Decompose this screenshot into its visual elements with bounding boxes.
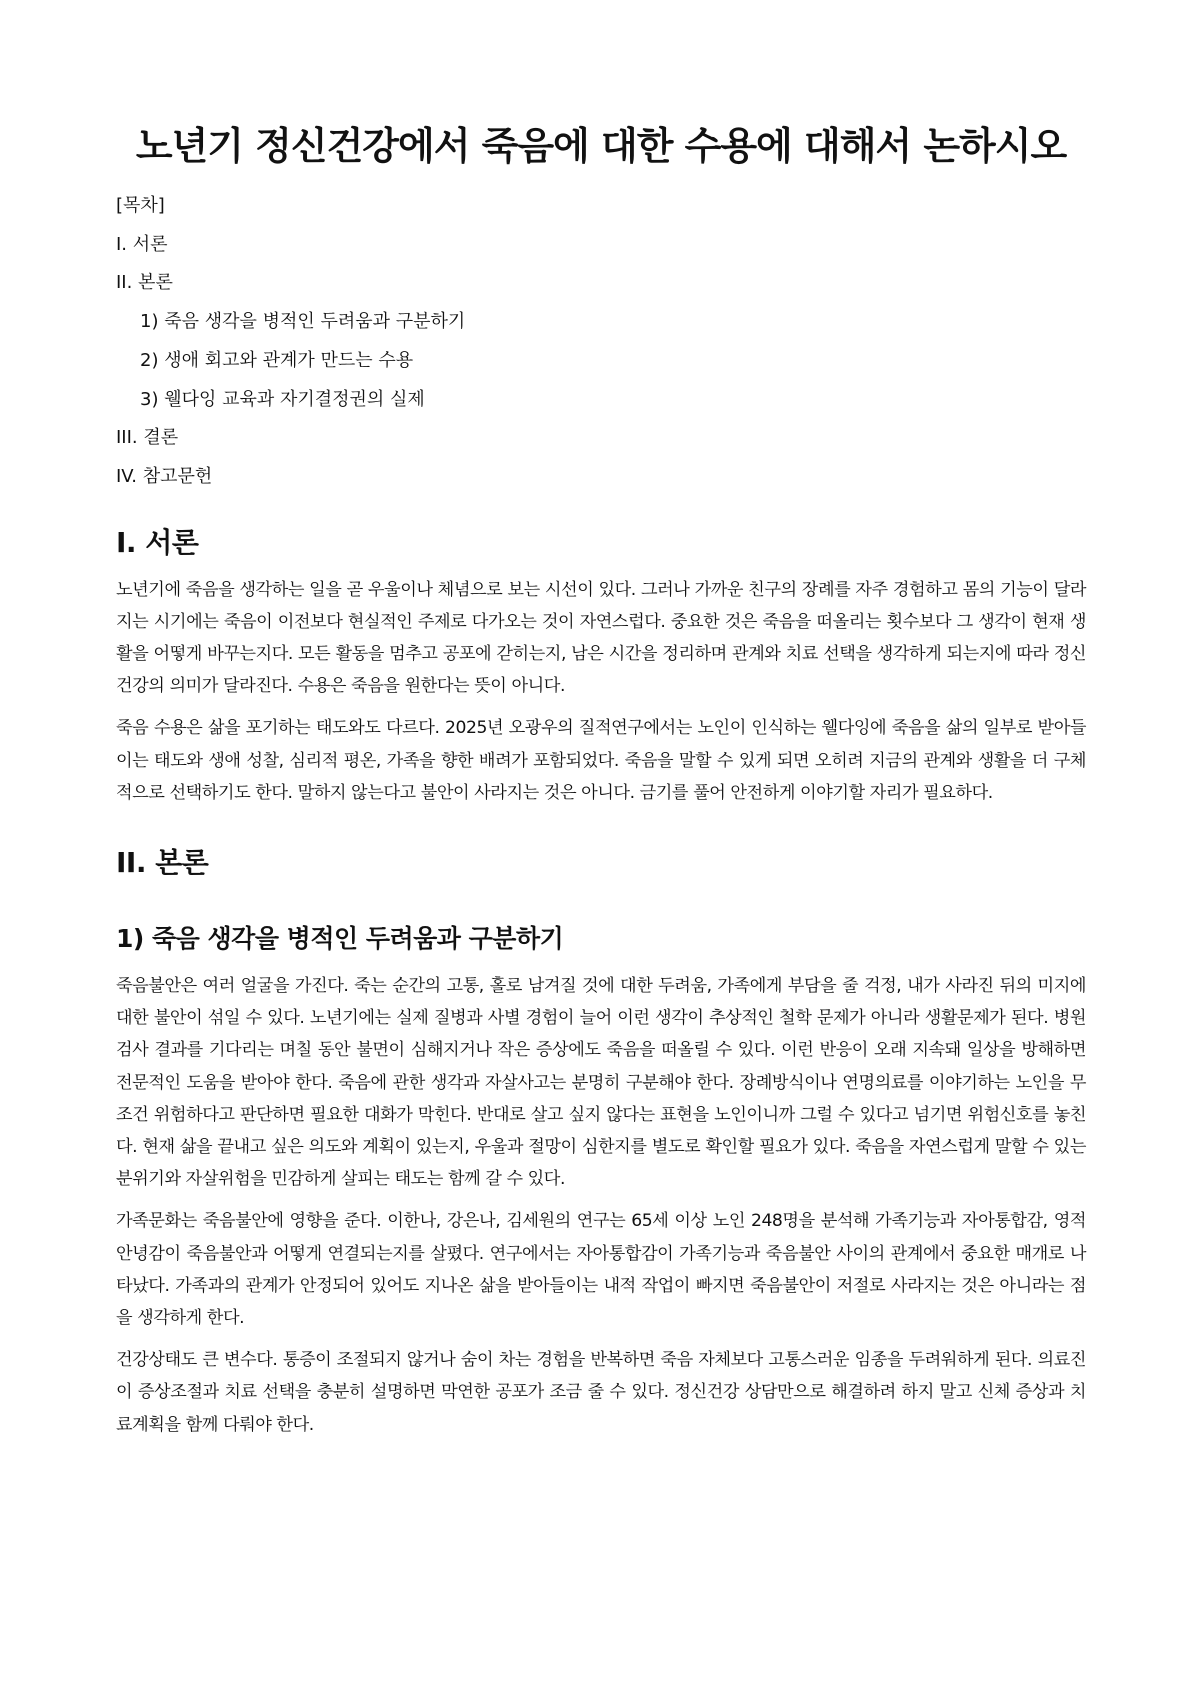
section-heading-intro: I. 서론: [116, 525, 199, 559]
section-heading-body: II. 본론: [116, 846, 209, 880]
document-title: 노년기 정신건강에서 죽음에 대한 수용에 대해서 논하시오: [135, 124, 1067, 168]
toc-subitem: 1) 죽음 생각을 병적인 두려움과 구분하기: [140, 311, 466, 333]
toc-item: IV. 참고문헌: [116, 465, 213, 487]
body-paragraph: 가족문화는 죽음불안에 영향을 준다. 이한나, 강은나, 김세원의 연구는 65세 이상 노인 248명을 분석해 가족기능과 자아통합감, 영적안녕감이 죽음불안과 어떻게 연결되는지를 살폈다. 연구에서는 자아통합감이 가족기능과 죽음불안 사이의 관계에서 중요한 매개로 나타났다. 가족과의 관계가 안정되어 있어도 지나온 삶을 받아들이는 내적 작업이 빠지면 죽음불안이 저절로 사라지는 것은 아니라는 점을 생각하게 한다.: [116, 1211, 1086, 1329]
toc-subitem: 2) 생애 회고와 관계가 만드는 수용: [140, 349, 414, 371]
toc-item: II. 본론: [116, 272, 173, 294]
body-paragraph: 건강상태도 큰 변수다. 통증이 조절되지 않거나 숨이 차는 경험을 반복하면 죽음 자체보다 고통스러운 임종을 두려워하게 된다. 의료진이 증상조절과 치료 선택을 충분히 설명하면 막연한 공포가 조금 줄 수 있다. 정신건강 상담만으로 해결하려 하지 말고 신체 증상과 치료계획을 함께 다뤄야 한다.: [116, 1350, 1086, 1435]
table-of-contents: [116, 187, 1086, 497]
toc-subitem: 3) 웰다잉 교육과 자기결정권의 실제: [140, 388, 425, 410]
body-paragraph: 죽음불안은 여러 얼굴을 가진다. 죽는 순간의 고통, 홀로 남겨질 것에 대한 두려움, 가족에게 부담을 줄 걱정, 내가 사라진 뒤의 미지에 대한 불안이 섞일 수 있다. 노년기에는 실제 질병과 사별 경험이 늘어 이런 생각이 추상적인 철학 문제가 아니라 생활문제가 된다. 병원 검사 결과를 기다리는 며칠 동안 불면이 심해지거나 작은 증상에도 죽음을 떠올릴 수 있다. 이런 반응이 오래 지속돼 일상을 방해하면 전문적인 도움을 받아야 한다. 죽음에 관한 생각과 자살사고는 분명히 구분해야 한다. 장례방식이나 연명의료를 이야기하는 노인을 무조건 위험하다고 판단하면 필요한 대화가 막힌다. 반대로 살고 싶지 않다는 표현을 노인이니까 그럴 수 있다고 넘기면 위험신호를 놓친다. 현재 삶을 끝내고 싶은 의도와 계획이 있는지, 우울과 절망이 심한지를 별도로 확인할 필요가 있다. 죽음을 자연스럽게 말할 수 있는 분위기와 자살위험을 민감하게 살피는 태도는 함께 갈 수 있다.: [116, 976, 1086, 1190]
intro-paragraph: 죽음 수용은 삶을 포기하는 태도와도 다르다. 2025년 오광우의 질적연구에서는 노인이 인식하는 웰다잉에 죽음을 삶의 일부로 받아들이는 태도와 생애 성찰, 심리적 평온, 가족을 향한 배려가 포함되었다. 죽음을 말할 수 있게 되면 오히려 지금의 관계와 생활을 더 구체적으로 선택하기도 한다. 말하지 않는다고 불안이 사라지는 것은 아니다. 금기를 풀어 안전하게 이야기할 자리가 필요하다.: [116, 718, 1086, 803]
intro-paragraph: 노년기에 죽음을 생각하는 일을 곧 우울이나 체념으로 보는 시선이 있다. 그러나 가까운 친구의 장례를 자주 경험하고 몸의 기능이 달라지는 시기에는 죽음이 이전보다 현실적인 주제로 다가오는 것이 자연스럽다. 중요한 것은 죽음을 떠올리는 횟수보다 그 생각이 현재 생활을 어떻게 바꾸는지다. 모든 활동을 멈추고 공포에 갇히는지, 남은 시간을 정리하며 관계와 치료 선택을 생각하게 되는지에 따라 정신건강의 의미가 달라진다. 수용은 죽음을 원한다는 뜻이 아니다.: [116, 579, 1086, 697]
toc-item: III. 결론: [116, 427, 179, 449]
toc-item: I. 서론: [116, 233, 168, 255]
toc-heading: [목차]: [116, 195, 165, 216]
subsection-heading-1: 1) 죽음 생각을 병적인 두려움과 구분하기: [116, 924, 564, 954]
